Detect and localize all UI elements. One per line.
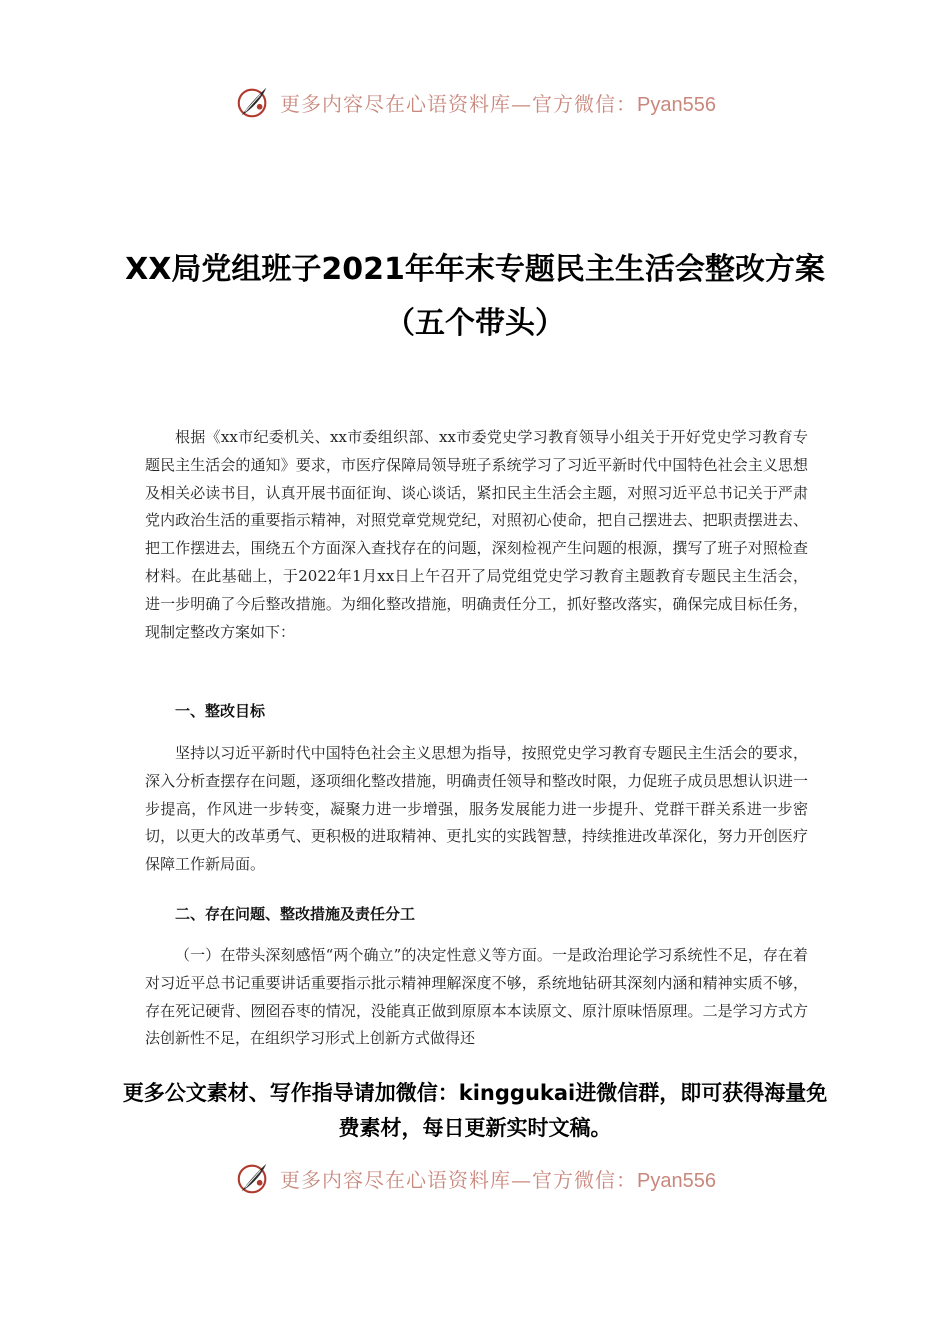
section1-heading: 一、整改目标 [175, 702, 266, 720]
document-title: XX局党组班子2021年年末专题民主生活会整改方案（五个带头） [125, 252, 825, 341]
banner-wechat-handle: Pyan556 [637, 1169, 716, 1192]
promo-text: 更多公文素材、写作指导请加微信：kinggukai进微信群，即可获得海量免费素材，每日更新实时文稿。 [122, 1081, 828, 1140]
intro-paragraph: 根据《xx市纪委机关、xx市委组织部、xx市委党史学习教育领导小组关于开好党史学习教育专题民主生活会的通知》要求，市医疗保障局领导班子系统学习了习近平新时代中国特色社会主义思想及相关必读书目，认真开展书面征询、谈心谈话，紧扣民主生活会主题，对照习近平总书记关于严肃党内政治生活的重要指示精神，对照党章党规党纪，对照初心使命，把自己摆进去、把职责摆进去、把工作摆进去，围绕五个方面深入查找存在的问题，深刻检视产生问题的根源，撰写了班子对照检查材料。在此基础上，于2022年1月xx日上午召开了局党组党史学习教育主题教育专题民主生活会，进一步明确了今后整改措施。为细化整改措施，明确责任分工，抓好整改落实，确保完成目标任务，现制定整改方案如下： [145, 428, 808, 641]
banner-slogan: 更多内容尽在心语资料库—官方微信： [280, 1167, 638, 1192]
footer-banner [0, 1156, 950, 1200]
quill-logo-icon [234, 1159, 272, 1197]
banner-wechat-handle: Pyan556 [637, 93, 716, 116]
section1-paragraph: 坚持以习近平新时代中国特色社会主义思想为指导，按照党史学习教育专题民主生活会的要求，深入分析查摆存在问题，逐项细化整改措施，明确责任领导和整改时限，力促班子成员思想认识进一步提高，作风进一步转变，凝聚力进一步增强，服务发展能力进一步提升、党群干群关系进一步密切，以更大的改革勇气、更积极的进取精神、更扎实的实践智慧，持续推进改革深化，努力开创医疗保障工作新局面。 [145, 744, 808, 874]
banner-text [280, 88, 716, 117]
quill-logo-icon [234, 83, 272, 121]
header-banner [0, 80, 950, 124]
banner-text [280, 1164, 716, 1193]
section2-paragraph: （一）在带头深刻感悟“两个确立”的决定性意义等方面。一是政治理论学习系统性不足，存在着对习近平总书记重要讲话重要指示批示精神理解深度不够，系统地钻研其深刻内涵和精神实质不够，存在死记硬背、囫囵吞枣的情况，没能真正做到原原本本读原文、原汁原味悟原理。二是学习方式方法创新性不足，在组织学习形式上创新方式做得还 [145, 946, 808, 1048]
banner-slogan: 更多内容尽在心语资料库—官方微信： [280, 91, 638, 116]
section2-heading: 二、存在问题、整改措施及责任分工 [175, 905, 416, 923]
